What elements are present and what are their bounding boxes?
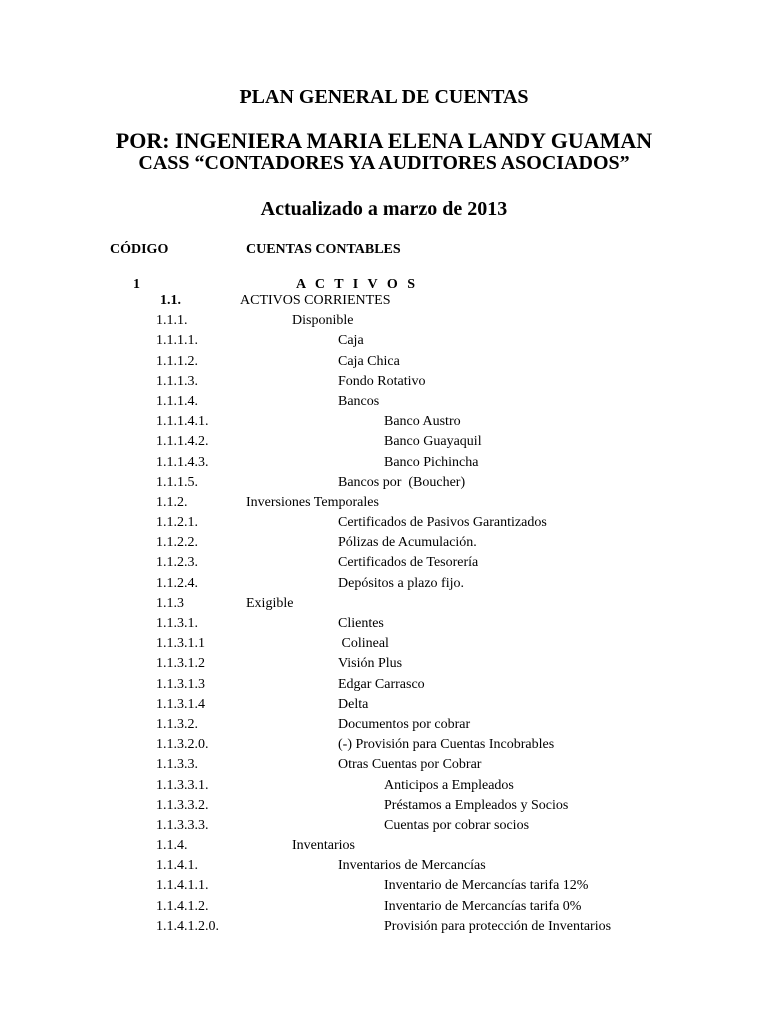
account-code: 1.1.3.3.2. [156, 797, 209, 813]
account-row [0, 836, 768, 856]
account-code: 1.1.3 [156, 595, 184, 611]
account-label: Clientes [338, 616, 384, 631]
account-code: 1.1.2. [156, 494, 188, 510]
account-code: 1.1.2.2. [156, 535, 198, 551]
account-label: Anticipos a Empleados [384, 777, 514, 793]
account-label: Depósitos a plazo fijo. [338, 575, 464, 591]
account-code: 1.1.1.1. [156, 333, 198, 349]
account-row [0, 776, 768, 796]
account-label: Inventario de Mercancías tarifa 12% [384, 878, 589, 894]
header-account: CUENTAS CONTABLES [246, 242, 401, 257]
account-row [0, 432, 768, 452]
account-row [0, 352, 768, 372]
account-row [0, 654, 768, 674]
account-code: 1.1.2.3. [156, 555, 198, 571]
account-label: Pólizas de Acumulación. [338, 535, 477, 551]
account-code: 1.1.1.4.1. [156, 414, 209, 430]
account-code: 1.1.1.2. [156, 353, 198, 369]
account-row [0, 735, 768, 755]
account-label: Inventarios [292, 838, 355, 854]
account-code: 1.1.2.1. [156, 515, 198, 531]
account-label: Otras Cuentas por Cobrar [338, 757, 482, 773]
main-group-code: 1 [133, 277, 140, 292]
account-row [0, 897, 768, 917]
account-label: Certificados de Pasivos Garantizados [338, 515, 547, 531]
account-row [0, 796, 768, 816]
account-row [0, 473, 768, 493]
account-label: Delta [338, 696, 369, 712]
account-code: 1.1.3.1.4 [156, 696, 205, 712]
account-row [0, 392, 768, 412]
account-code: 1.1.1.3. [156, 373, 198, 389]
account-row [0, 331, 768, 351]
account-row [0, 634, 768, 654]
header-code: CÓDIGO [110, 242, 169, 257]
account-row [0, 695, 768, 715]
account-code: 1.1.3.1.2 [156, 656, 205, 672]
account-label: Exigible [246, 595, 294, 611]
account-code: 1.1.4.1. [156, 858, 198, 874]
account-label: Provisión para protección de Inventarios [384, 918, 612, 934]
account-row [0, 513, 768, 533]
account-label: Préstamos a Empleados y Socios [384, 797, 569, 813]
account-row [0, 574, 768, 594]
account-row [0, 533, 768, 553]
account-label: Caja Chica [338, 353, 400, 369]
account-row [0, 614, 768, 634]
account-row [0, 291, 768, 311]
account-code: 1.1.3.2. [156, 716, 198, 732]
account-label: Edgar Carrasco [338, 676, 425, 692]
account-label: Fondo Rotativo [338, 373, 426, 389]
account-row [0, 372, 768, 392]
account-row [0, 453, 768, 473]
account-label: Documentos por cobrar [338, 716, 471, 732]
account-code: 1.1.3.3. [156, 757, 198, 773]
account-row [0, 816, 768, 836]
account-label: Disponible [292, 313, 354, 329]
account-code: 1.1.3.3.3. [156, 817, 209, 833]
account-code: 1.1.4. [156, 838, 188, 854]
account-label: Banco Pichincha [384, 454, 479, 470]
account-row [0, 493, 768, 513]
account-row [0, 715, 768, 735]
account-label: Inversiones Temporales [246, 494, 379, 510]
account-label: Bancos por (Boucher) [338, 474, 466, 490]
accounts-list [0, 291, 768, 937]
account-code: 1.1.3.2.0. [156, 737, 209, 753]
account-label: Visión Plus [338, 656, 403, 672]
main-group-label: A C T I V O S [296, 277, 419, 292]
account-row [0, 856, 768, 876]
account-label: Certificados de Tesorería [338, 555, 479, 571]
account-code: 1.1.4.1.2. [156, 898, 209, 914]
document-author: POR: INGENIERA MARIA ELENA LANDY GUAMAN [115, 128, 653, 153]
account-code: 1.1. [160, 293, 181, 308]
account-code: 1.1.4.1.2.0. [156, 918, 219, 934]
document-updated: Actualizado a marzo de 2013 [260, 198, 508, 220]
account-label: Bancos [338, 393, 380, 409]
account-label: Caja [338, 333, 364, 349]
account-label: Inventario de Mercancías tarifa 0% [384, 898, 582, 914]
account-code: 1.1.1.5. [156, 474, 198, 490]
account-code: 1.1.3.1. [156, 616, 198, 631]
document-title: PLAN GENERAL DE CUENTAS [239, 86, 529, 108]
account-code: 1.1.1.4.3. [156, 454, 209, 470]
account-code: 1.1.4.1.1. [156, 878, 209, 894]
document-firm: CASS “CONTADORES YA AUDITORES ASOCIADOS” [138, 152, 630, 174]
account-label: ACTIVOS CORRIENTES [240, 293, 391, 308]
account-label: (-) Provisión para Cuentas Incobrables [338, 737, 555, 753]
account-row [0, 755, 768, 775]
account-row [0, 675, 768, 695]
account-row [0, 917, 768, 937]
account-code: 1.1.3.1.1 [156, 636, 205, 652]
account-row [0, 594, 768, 614]
account-label: Banco Austro [384, 414, 461, 430]
account-code: 1.1.1.4.2. [156, 434, 209, 450]
account-label: Cuentas por cobrar socios [384, 817, 530, 833]
account-code: 1.1.1. [156, 313, 188, 329]
account-row [0, 311, 768, 331]
account-code: 1.1.2.4. [156, 575, 198, 591]
account-label: Colineal [338, 636, 389, 652]
account-row [0, 412, 768, 432]
account-row [0, 876, 768, 896]
account-code: 1.1.1.4. [156, 393, 198, 409]
account-label: Inventarios de Mercancías [338, 858, 486, 874]
account-label: Banco Guayaquil [384, 434, 482, 450]
account-code: 1.1.3.1.3 [156, 676, 205, 692]
account-row [0, 553, 768, 573]
account-code: 1.1.3.3.1. [156, 777, 209, 793]
